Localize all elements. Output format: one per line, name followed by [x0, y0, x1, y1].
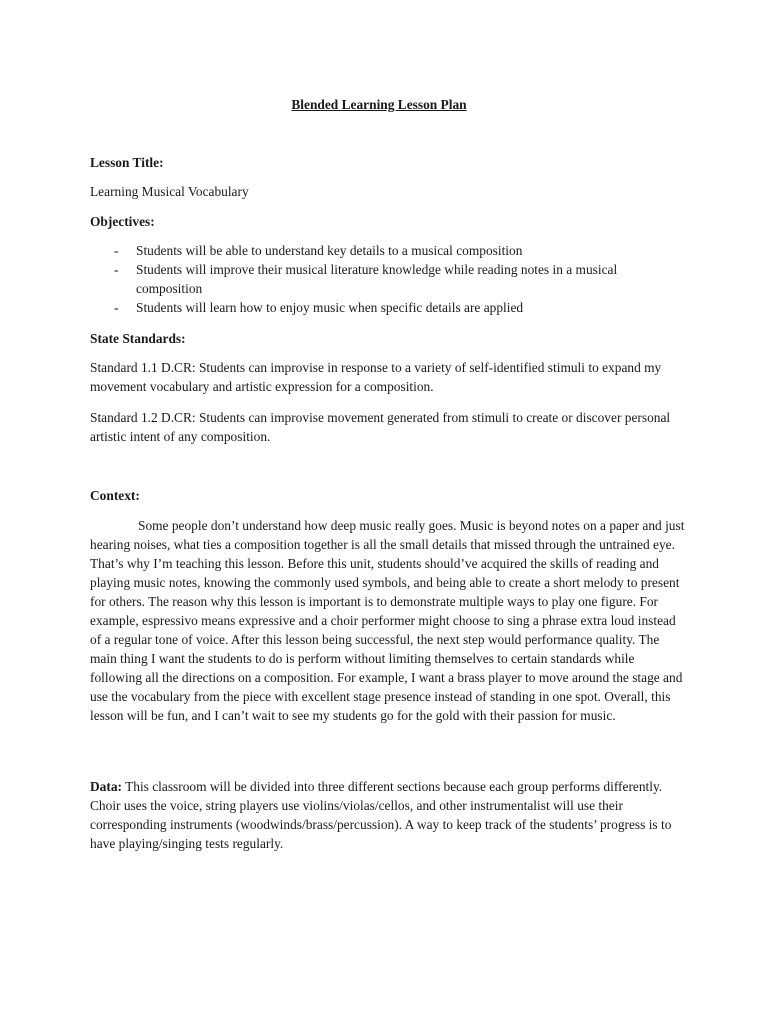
- standard-paragraph: Standard 1.2 D.CR: Students can improvise movement generated from stimuli to create or discover personal artistic intent of any composition.: [90, 410, 671, 444]
- data-paragraph: [90, 777, 686, 853]
- data-text: This classroom will be divided into three different sections because each group performs differently. Choir uses the voice, string players use violins/violas/cellos, and other instrumentalist will use their corresponding instruments (woodwinds/brass/percussion). A way to keep track of the students’ progress is to have playing/singing tests regularly.: [90, 779, 672, 851]
- list-item: [90, 260, 686, 298]
- objective-text: Students will be able to understand key details to a musical composition: [136, 243, 523, 258]
- bullet-dash: -: [114, 243, 119, 258]
- objective-text: Students will improve their musical literature knowledge while reading notes in a musical composition: [136, 262, 618, 296]
- lesson-title-text: Learning Musical Vocabulary: [90, 184, 249, 199]
- document-page: [90, 0, 688, 1024]
- bullet-dash: -: [114, 262, 119, 277]
- list-item: [90, 241, 686, 260]
- bullet-dash: -: [114, 300, 119, 315]
- list-item: [90, 298, 686, 317]
- objective-text: Students will learn how to enjoy music when specific details are applied: [136, 300, 524, 315]
- document-title: Blended Learning Lesson Plan: [291, 97, 467, 112]
- data-label: Data:: [90, 779, 122, 794]
- context-heading: Context:: [90, 488, 140, 503]
- state-standards-heading: State Standards:: [90, 331, 186, 346]
- standard-paragraph: Standard 1.1 D.CR: Students can improvise in response to a variety of self-identified stimuli to expand my movement vocabulary and artistic expression for a composition.: [90, 360, 662, 394]
- lesson-title-heading: Lesson Title:: [90, 155, 164, 170]
- objectives-list: [90, 241, 686, 317]
- context-paragraph: Some people don’t understand how deep music really goes. Music is beyond notes on a paper and just hearing noises, what ties a composition together is all the small details that missed through the untrained eye. That’s why I’m teaching this lesson. Before this unit, students should’ve acquired the skills of reading and playing music notes, knowing the commonly used symbols, and being able to create a short melody to present for others. The reason why this lesson is important is to demonstrate multiple ways to play one figure. For example, espressivo means expressive and a choir performer might choose to sing a phrase extra loud instead of a regular tone of voice. After this lesson being successful, the next step would performance quality. The main thing I want the students to do is perform without limiting themselves to certain standards while following all the directions on a composition. For example, I want a brass player to move around the stage and use the vocabulary from the piece with excellent stage presence instead of standing in one spot. Overall, this lesson will be fun, and I can’t wait to see my students go for the gold with their passion for music.: [90, 518, 685, 723]
- objectives-heading: Objectives:: [90, 214, 155, 229]
